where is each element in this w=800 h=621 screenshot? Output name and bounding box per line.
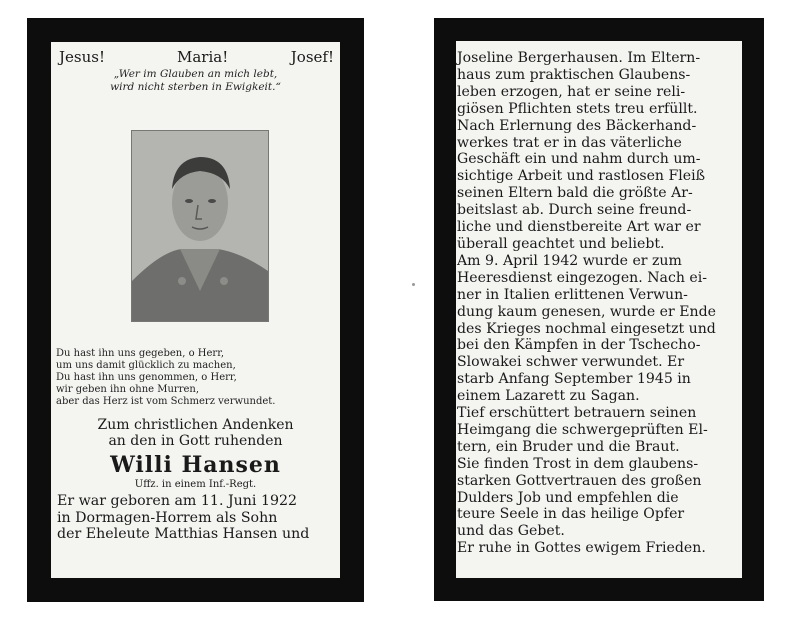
bio-line: werkes trat er in das väterliche (457, 134, 682, 151)
bio-line: Dulders Job und empfehlen die (457, 489, 679, 506)
bio-line: in Dormagen-Horrem als Sohn (57, 509, 278, 526)
bio-line: seinen Eltern bald die größte Ar- (457, 185, 693, 202)
motto-line: „Wer im Glauben an mich lebt, (113, 68, 278, 80)
poem-line: um uns damit glücklich zu machen, (56, 360, 236, 371)
memorial-card-left (27, 18, 364, 602)
bio-line: Er war geboren am 11. Juni 1922 (57, 493, 298, 509)
bio-line: dung kaum genesen, wurde er Ende (457, 303, 716, 320)
bio-line: der Eheleute Matthias Hansen und (57, 526, 310, 543)
biography-continued (457, 50, 741, 557)
biography-start (57, 493, 337, 543)
portrait-photo-icon (131, 130, 269, 322)
bio-line: giösen Pflichten stets treu erfüllt. (457, 100, 698, 117)
memorial-dedication (51, 417, 340, 449)
bio-line: beitslast ab. Durch seine freund- (457, 202, 692, 219)
header-invocation (59, 48, 334, 68)
bio-line: Heeresdienst eingezogen. Nach ei- (457, 269, 707, 286)
bio-line: Heimgang die schwergeprüften El- (457, 421, 708, 438)
bio-line: Sie finden Trost in dem glaubens- (457, 455, 699, 472)
bio-line: haus zum praktischen Glaubens- (457, 66, 691, 83)
deceased-name: Willi Hansen (110, 452, 281, 478)
bio-line: leben erzogen, hat er seine reli- (457, 83, 686, 100)
motto-line: wird nicht sterben in Ewigkeit.“ (110, 81, 281, 93)
bio-line: bei den Kämpfen in der Tschecho- (457, 337, 701, 354)
bio-line: des Krieges nochmal eingesetzt und (457, 320, 716, 337)
bio-line: einem Lazarett zu Sagan. (457, 388, 640, 405)
header-josef: Josef! (290, 48, 334, 66)
bio-line: ner in Italien erlittenen Verwun- (457, 286, 688, 303)
memorial-line: an den in Gott ruhenden (108, 433, 283, 449)
bio-line: teure Seele in das heilige Opfer (457, 506, 685, 523)
bio-line: Er ruhe in Gottes ewigem Frieden. (457, 540, 706, 557)
paper-speck (412, 283, 415, 286)
card-right-paper (456, 41, 742, 578)
bio-line: Slowakei schwer verwundet. Er (457, 354, 685, 371)
poem-line: Du hast ihn uns gegeben, o Herr, (56, 348, 225, 359)
bio-line: Tief erschüttert betrauern seinen (457, 405, 697, 422)
bio-line: tern, ein Bruder und die Braut. (457, 438, 680, 455)
bio-line: überall geachtet und beliebt. (457, 235, 665, 252)
bio-line: Geschäft ein und nahm durch um- (457, 151, 701, 168)
header-maria: Maria! (177, 48, 229, 66)
bio-line: und das Gebet. (457, 523, 565, 540)
bio-line: starken Gottvertrauen des großen (457, 472, 702, 489)
bio-line: Nach Erlernung des Bäckerhand- (457, 117, 697, 134)
memorial-line: Zum christlichen Andenken (97, 417, 294, 433)
deceased-rank: Uffz. in einem Inf.-Regt. (134, 479, 257, 490)
poem-line: wir geben ihn ohne Murren, (56, 384, 200, 395)
bio-line: liche und dienstbereite Art war er (457, 219, 701, 236)
card-left-paper (51, 42, 340, 578)
poem (56, 348, 336, 408)
memorial-card-right (434, 18, 764, 601)
motto-quote (51, 68, 340, 94)
bio-line: Joseline Bergerhausen. Im Eltern- (457, 50, 701, 66)
bio-line: Am 9. April 1942 wurde er zum (457, 252, 682, 269)
header-jesus: Jesus! (59, 48, 105, 66)
bio-line: starb Anfang September 1945 in (457, 371, 691, 388)
bio-line: sichtige Arbeit und rastlosen Fleiß (457, 168, 706, 185)
poem-line: Du hast ihn uns genommen, o Herr, (56, 372, 237, 383)
poem-line: aber das Herz ist vom Schmerz verwundet. (56, 396, 276, 407)
